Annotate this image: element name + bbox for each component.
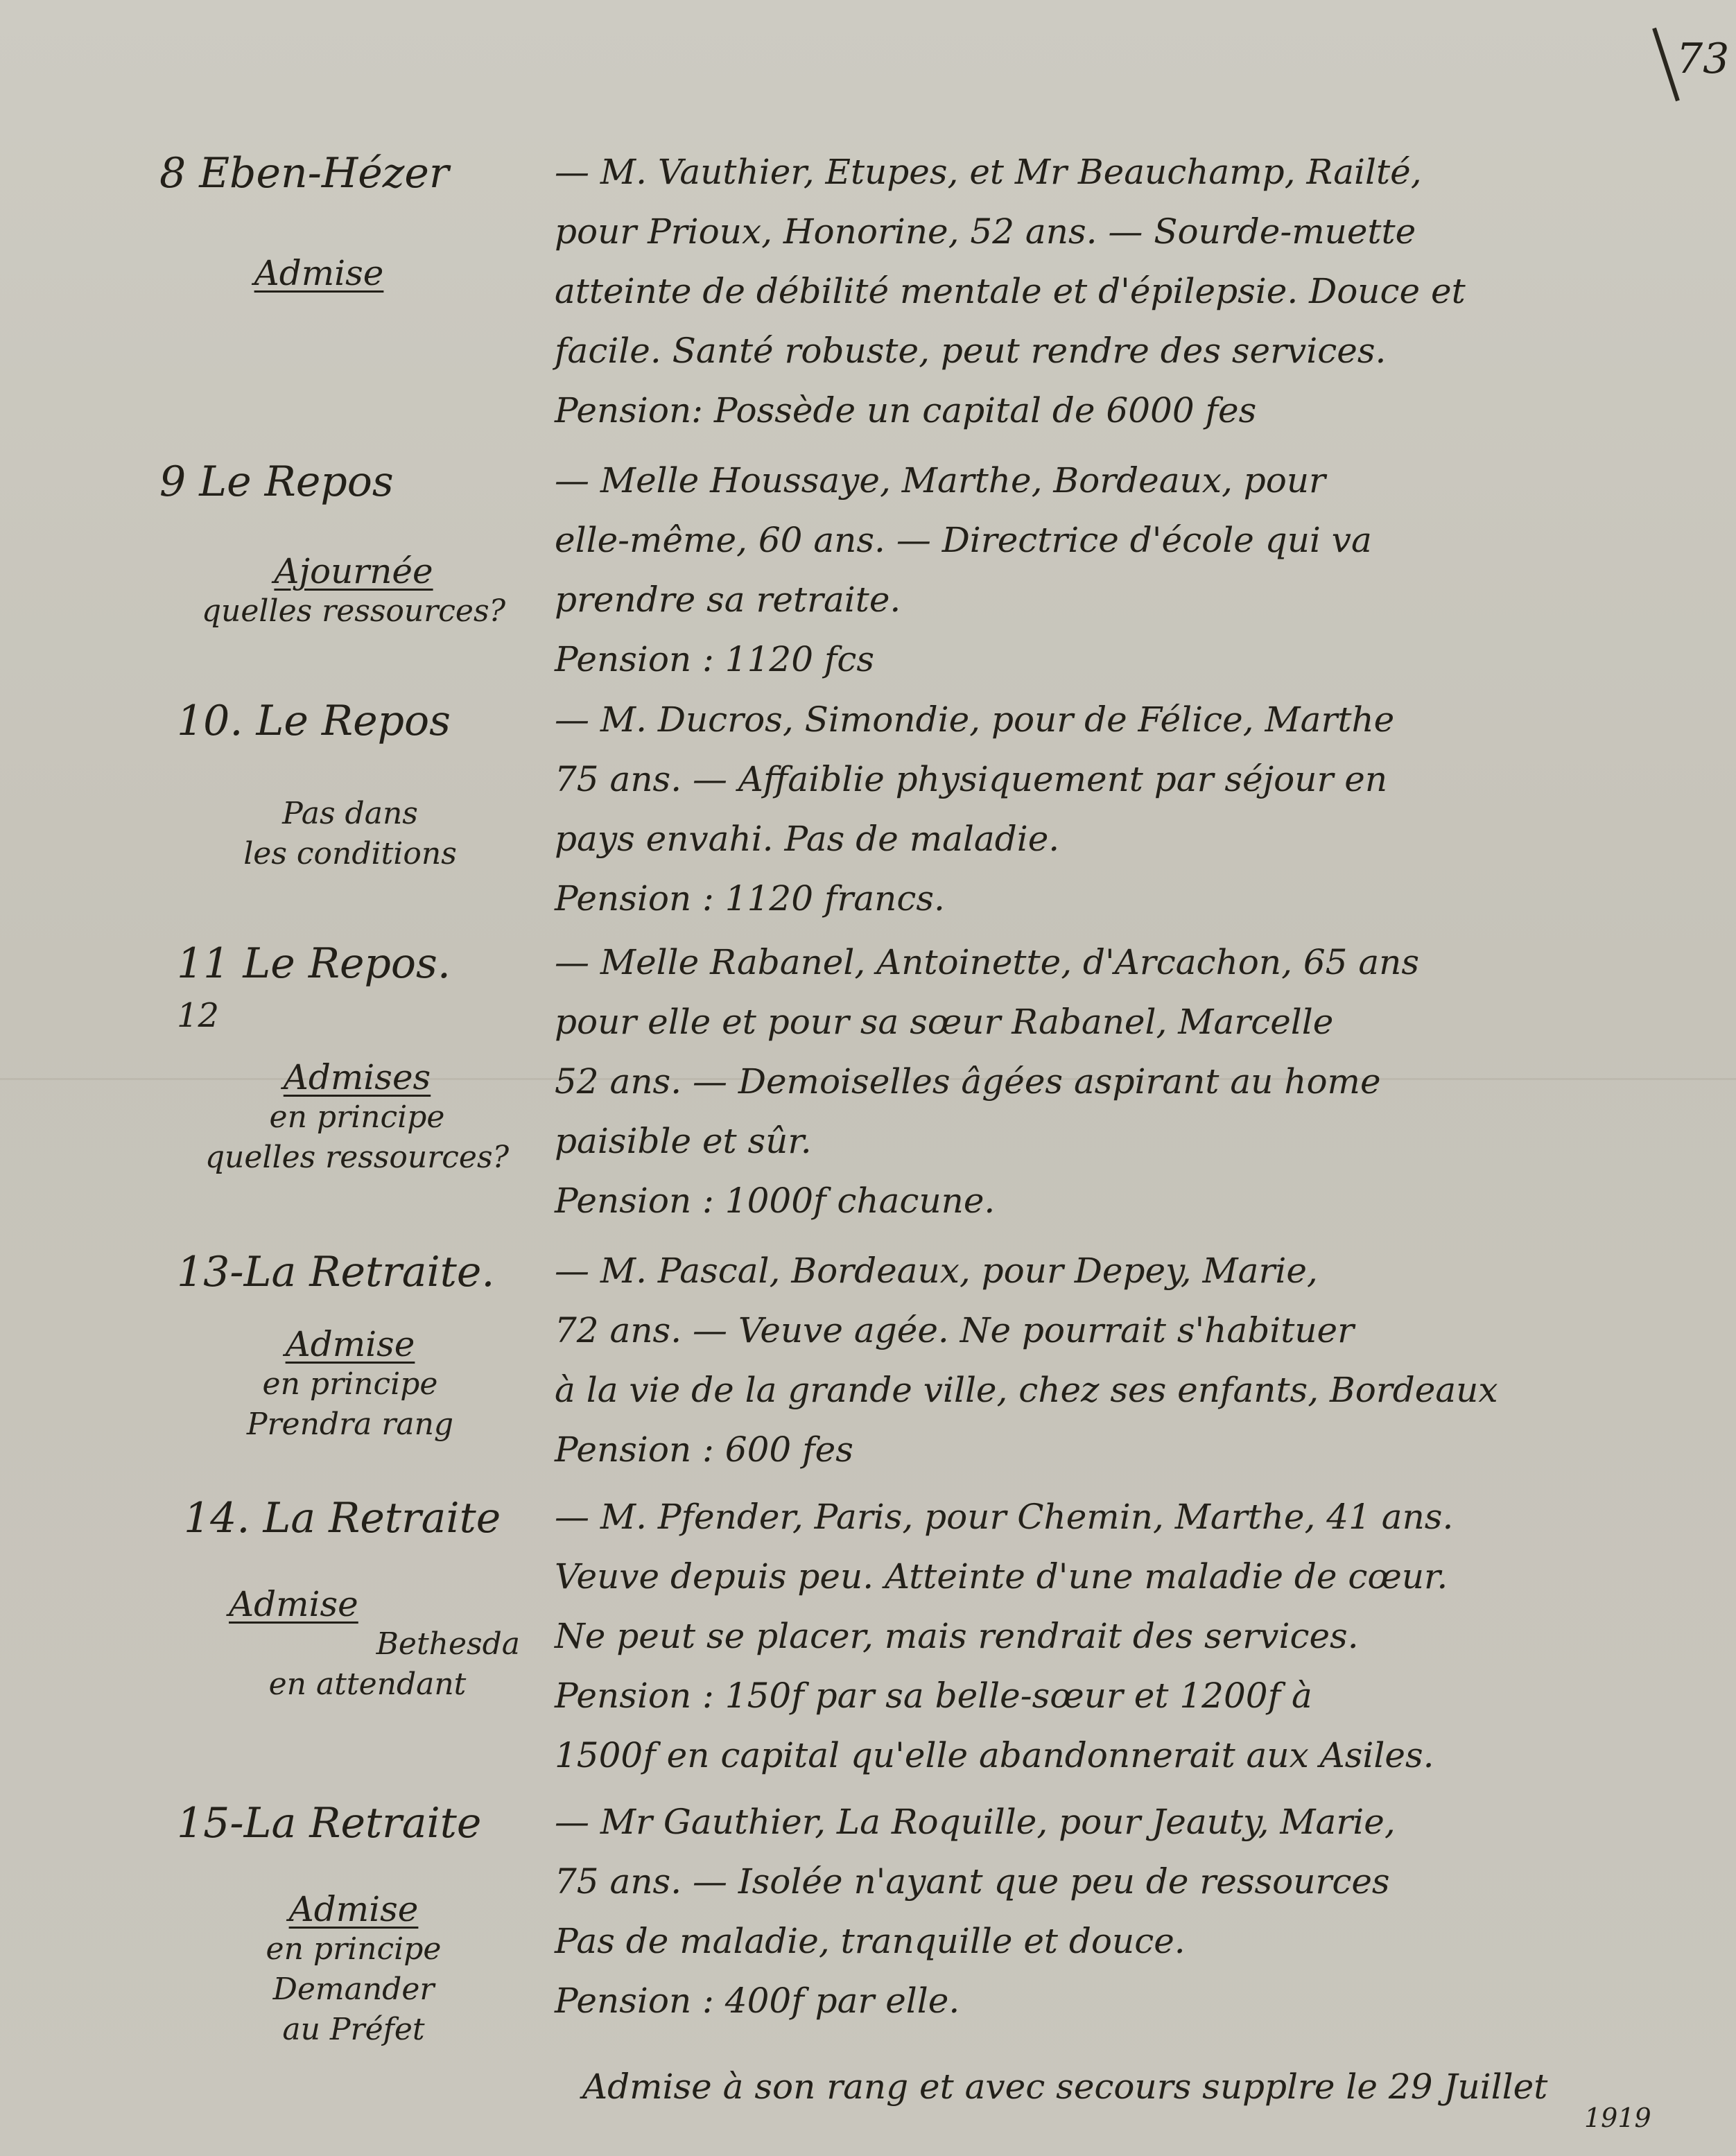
entry-text: — Mr Gauthier, La Roquille, pour Jeauty, Marie, 75 ans. — Isolée n'ayant que peu de ressources Pas de maladie, tranquille et douce. Pension : 400f par elle. — [555, 1802, 1396, 2021]
entry-title: 10. Le Repos — [177, 697, 451, 745]
entry-text: — M. Pascal, Bordeaux, pour Depey, Marie, 72 ans. — Veuve agée. Ne pourrait s'habituer à la vie de la grande ville, chez ses enfants, Bordeaux Pension : 600 fes — [555, 1251, 1498, 1470]
entry-text: — M. Pfender, Paris, pour Chemin, Marthe, 41 ans. Veuve depuis peu. Atteinte d'une maladie de cœur. Ne peut se placer, mais rendrait des services. Pension : 150f par sa belle-sœur et 1200f à 1500f en capital qu'elle abandonnerait aux Asiles. — [555, 1497, 1454, 1775]
entry-title: 8 Eben-Hézer — [159, 149, 449, 198]
entry-title: 15-La Retraite — [177, 1799, 482, 1848]
entry-status: Admise — [254, 253, 384, 293]
entry-text: — M. Ducros, Simondie, pour de Félice, Marthe 75 ans. — Affaiblie physiquement par séjour en pays envahi. Pas de maladie. Pension : 1120 francs. — [555, 699, 1395, 919]
entry-title: 13-La Retraite. — [177, 1248, 495, 1296]
entry-title: 11 Le Repos. 12 — [177, 939, 451, 1035]
footer-note: Admise à son rang et avec secours supplre le 29 Juillet — [582, 2067, 1548, 2107]
entry-text: — M. Vauthier, Etupes, et Mr Beauchamp, Railté, pour Prioux, Honorine, 52 ans. — Sourde-muette atteinte de débilité mentale et d'épilepsie. Douce et facile. Santé robuste, peut rendre des services. Pension: Possède un capital de 6000 fes — [555, 152, 1466, 431]
entry-status: Ajournée quelles ressources? — [201, 551, 506, 629]
entry-title: 14. La Retraite — [184, 1494, 501, 1542]
entry-title: 9 Le Repos — [159, 458, 394, 506]
entry-status: Admise en principe Demander au Préfet — [266, 1889, 442, 2047]
entry-status: Admises en principe quelles ressources? — [205, 1057, 510, 1175]
page-number-text: 73 — [1676, 35, 1730, 83]
entry-text: — Melle Rabanel, Antoinette, d'Arcachon, 65 ans pour elle et pour sa sœur Rabanel, Marcelle 52 ans. — Demoiselles âgées aspirant au home paisible et sûr. Pension : 1000f chacune. — [555, 942, 1420, 1221]
page-number — [1650, 21, 1730, 97]
entry-status: Admise en principe Prendra rang — [246, 1324, 454, 1442]
footer-year: 1919 — [1584, 2103, 1651, 2133]
entry-status: Pas dans les conditions — [243, 796, 457, 871]
entry-text: — Melle Houssaye, Marthe, Bordeaux, pour elle-même, 60 ans. — Directrice d'école qui va prendre sa retraite. Pension : 1120 fcs — [555, 460, 1372, 679]
entry-status: Admise Bethesda en attendant — [229, 1584, 520, 1702]
page-number-mark — [1652, 28, 1680, 101]
